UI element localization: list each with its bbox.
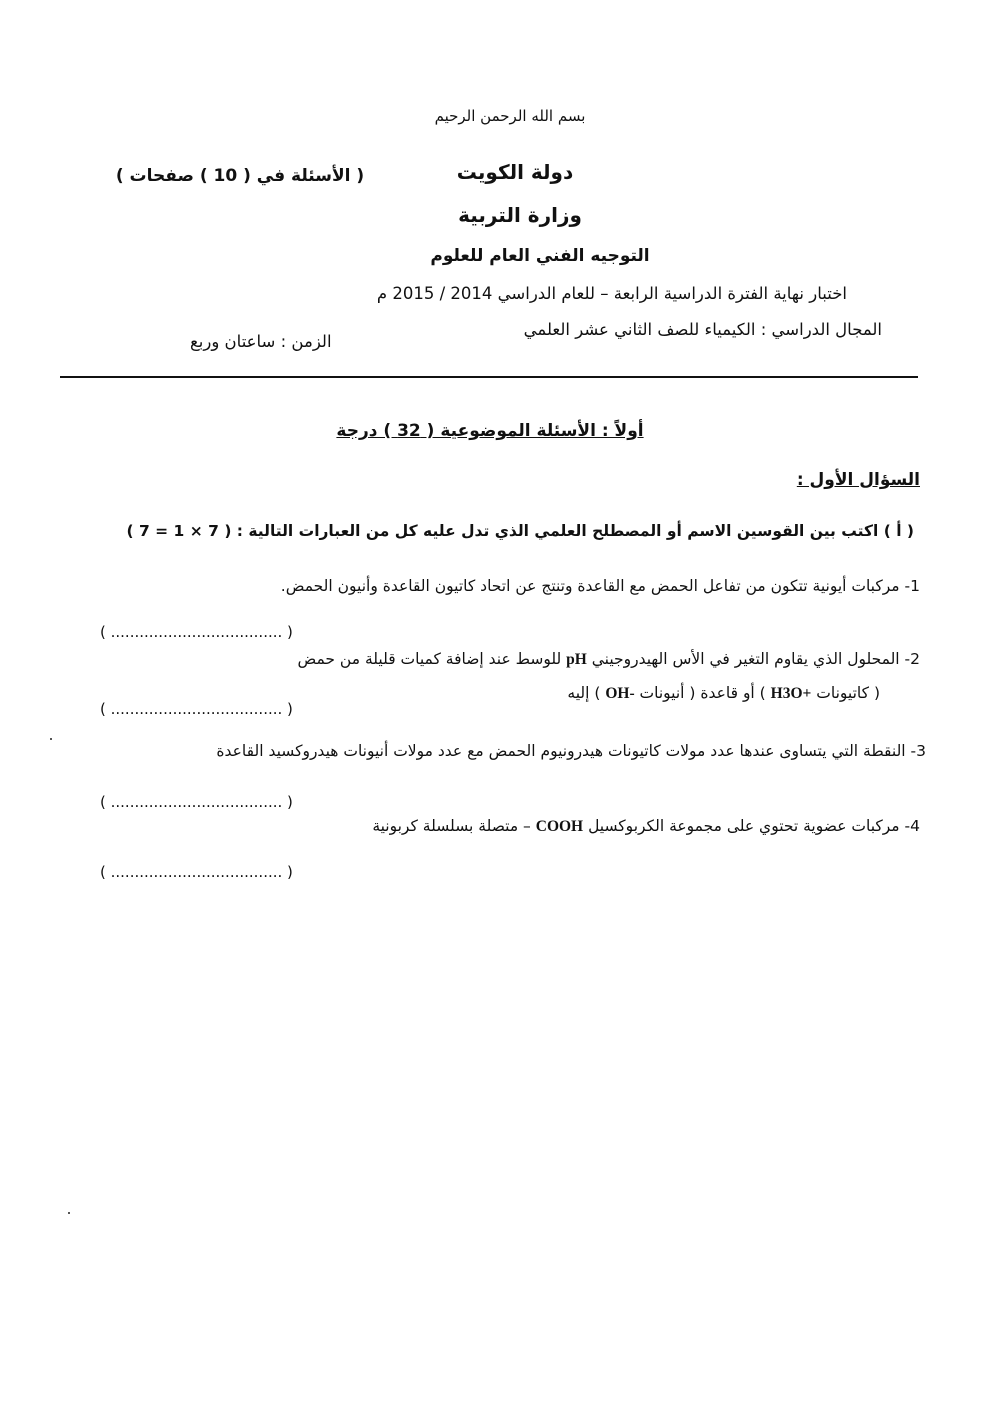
exam-line: اختبار نهاية الفترة الدراسية الرابعة – للعام الدراسي 2014 / 2015 م — [376, 284, 847, 303]
h3o-formula: H3O+ — [770, 685, 812, 702]
item-2-text-c: ( كاتيونات — [816, 684, 880, 702]
country-title: دولة الكويت — [456, 160, 574, 184]
item-3-answer-blank[interactable]: ( .................................... ) — [100, 793, 293, 811]
pages-note: ( الأسئلة في ( 10 ) صفحات ) — [115, 166, 365, 186]
item-3-text: 3- النقطة التي يتساوى عندها عدد مولات كاتيونات هيدرونيوم الحمض مع عدد مولات أنيونات هيدروكسيد القاعدة — [216, 742, 926, 760]
item-2-text-a: 2- المحلول الذي يقاوم التغير في الأس الهيدروجيني — [591, 650, 920, 668]
department-title: التوجيه الفني العام للعلوم — [430, 246, 650, 266]
ph-formula: pH — [566, 651, 587, 668]
scan-speck — [50, 738, 52, 740]
time-line: الزمن : ساعتان وربع — [190, 332, 332, 351]
item-4-text-b: – متصلة بسلسلة كربونية — [372, 817, 531, 835]
basmala: بسم الله الرحمن الرحيم — [434, 107, 586, 125]
item-2-text-b: للوسط عند إضافة كميات قليلة من حمض — [297, 650, 562, 668]
subject-line: المجال الدراسي : الكيمياء للصف الثاني عشر العلمي — [523, 320, 882, 339]
ministry-title: وزارة التربية — [458, 203, 582, 227]
item-1-text: 1- مركبات أيونية تتكون من تفاعل الحمض مع القاعدة وتنتج عن اتحاد كاتيون القاعدة وأنيون الحمض. — [280, 577, 920, 595]
item-2-text-e: ) إليه — [567, 684, 601, 702]
question-1-instruction: ( أ ) اكتب بين القوسين الاسم أو المصطلح العلمي الذي تدل عليه كل من العبارات التالية : ( 7 × 1 = 7 ) — [126, 522, 914, 540]
item-4-answer-blank[interactable]: ( .................................... ) — [100, 863, 293, 881]
item-2-text-d: ) أو قاعدة ( أنيونات — [639, 684, 766, 702]
scan-speck — [68, 1212, 70, 1214]
cooh-formula: COOH — [535, 818, 584, 835]
question-1-title: السؤال الأول : — [796, 470, 920, 490]
section-title: أولاً : الأسئلة الموضوعية ( 32 ) درجة — [336, 421, 644, 441]
item-2-answer-blank[interactable]: ( .................................... ) — [100, 700, 293, 718]
header-divider — [60, 376, 918, 378]
item-2-text-line-2 — [567, 684, 880, 703]
oh-formula: OH- — [605, 685, 635, 702]
item-4-text — [372, 817, 920, 836]
item-4-text-a: 4- مركبات عضوية تحتوي على مجموعة الكربوكسيل — [588, 817, 920, 835]
item-2-text-line-1 — [297, 650, 920, 669]
item-1-answer-blank[interactable]: ( .................................... ) — [100, 623, 293, 641]
